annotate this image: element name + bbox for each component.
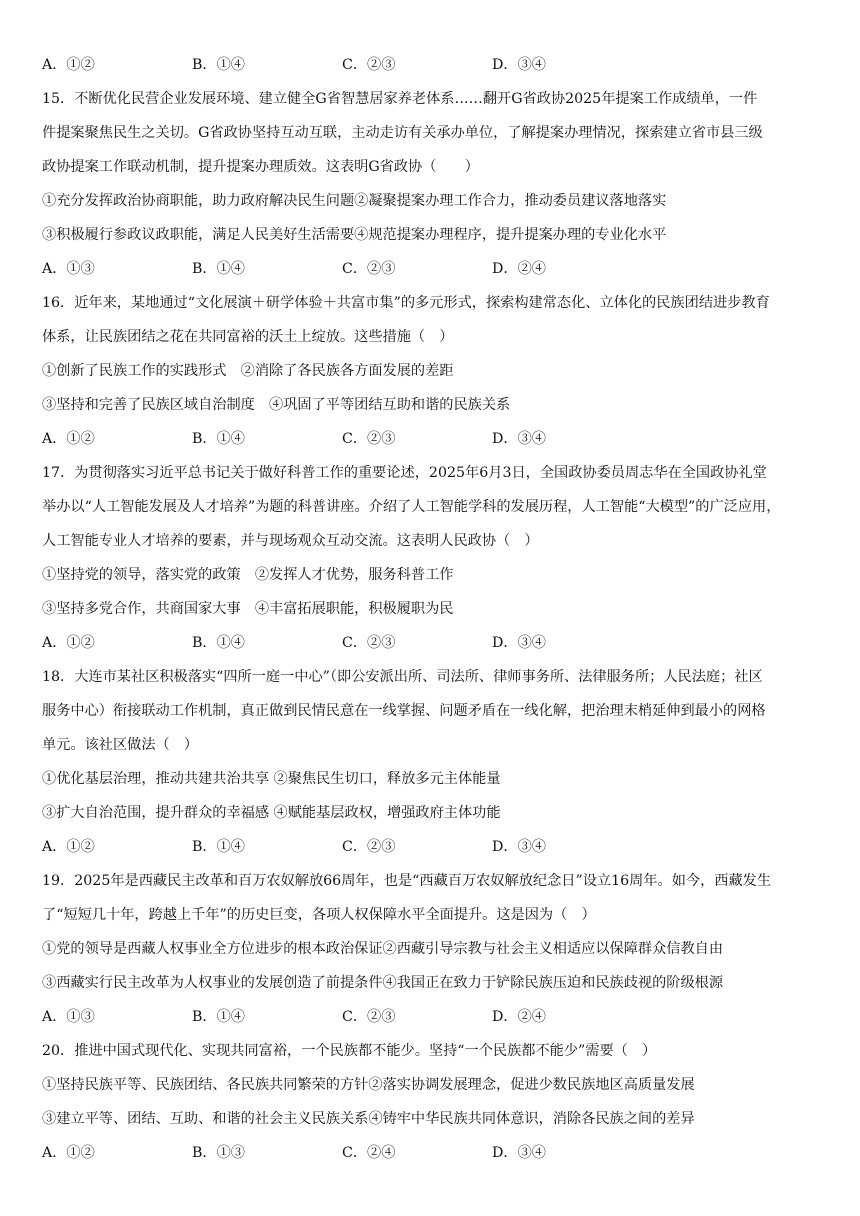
exam-page <box>42 48 832 1170</box>
option-c: C．②③ <box>342 431 396 447</box>
question-stem-line: 件提案聚焦民生之关切。G省政协坚持互动互联，主动走访有关承办单位，了解提案办理情况，探索建立省市县三级 <box>42 125 763 141</box>
option-b: B．①④ <box>192 261 245 277</box>
option-d: D．③④ <box>492 635 546 651</box>
question-15 <box>42 82 832 286</box>
question-17 <box>42 456 832 660</box>
option-b: B．①④ <box>192 431 245 447</box>
answer-options-row <box>42 48 832 82</box>
statement-line: ①坚持党的领导，落实党的政策 ②发挥人才优势，服务科普工作 <box>42 567 454 583</box>
answer-options-row <box>42 252 832 286</box>
statement-line: ①创新了民族工作的实践形式 ②消除了各民族各方面发展的差距 <box>42 363 454 379</box>
option-b: B．①④ <box>192 1009 245 1025</box>
question-stem-line: 了“短短几十年，跨越上千年”的历史巨变，各项人权保障水平全面提升。这是因为（ ） <box>42 907 596 923</box>
statement-line: ③西藏实行民主改革为人权事业的发展创造了前提条件④我国正在致力于铲除民族压迫和民族歧视的阶级根源 <box>42 975 724 991</box>
statement-line: ③坚持多党合作，共商国家大事 ④丰富拓展职能，积极履职为民 <box>42 601 454 617</box>
answer-options-row <box>42 830 832 864</box>
option-c: C．②③ <box>342 635 396 651</box>
question-18 <box>42 660 832 864</box>
option-d: D．③④ <box>492 839 546 855</box>
option-b: B．①③ <box>192 1145 245 1161</box>
statement-line: ①坚持民族平等、民族团结、各民族共同繁荣的方针②落实协调发展理念，促进少数民族地区高质量发展 <box>42 1077 695 1093</box>
question-stem-line: 体系，让民族团结之花在共同富裕的沃土上绽放。这些措施（ ） <box>42 329 454 345</box>
answer-options-row <box>42 422 832 456</box>
option-a: A．①② <box>42 57 95 73</box>
question-stem-line: 政协提案工作联动机制，提升提案办理质效。这表明G省政协（ ） <box>42 159 479 175</box>
question-stem-line: 单元。该社区做法（ ） <box>42 737 199 753</box>
option-d: D．③④ <box>492 431 546 447</box>
question-16 <box>42 286 832 456</box>
option-a: A．①③ <box>42 261 95 277</box>
statement-line: ③建立平等、团结、互助、和谐的社会主义民族关系④铸牢中华民族共同体意识，消除各民族之间的差异 <box>42 1111 695 1127</box>
question-stem-line: 举办以“人工智能发展及人才培养”为题的科普讲座。介绍了人工智能学科的发展历程，人工智能“大模型”的广泛应用， <box>42 499 781 515</box>
question-20 <box>42 1034 832 1170</box>
question-19 <box>42 864 832 1034</box>
option-c: C．②③ <box>342 57 396 73</box>
statement-line: ③扩大自治范围，提升群众的幸福感 ④赋能基层政权，增强政府主体功能 <box>42 805 501 821</box>
question-stem-line: 19．2025年是西藏民主改革和百万农奴解放66周年，也是“西藏百万农奴解放纪念日”设立16周年。如今，西藏发生 <box>42 873 772 889</box>
statement-line: ③积极履行参政议政职能，满足人民美好生活需要④规范提案办理程序，提升提案办理的专业化水平 <box>42 227 667 243</box>
question-stem-line: 服务中心）衔接联动工作机制，真正做到民情民意在一线掌握、问题矛盾在一线化解，把治理末梢延伸到最小的网格 <box>42 703 766 719</box>
question-stem-line: 16．近年来，某地通过“文化展演＋研学体验＋共富市集”的多元形式，探索构建常态化、立体化的民族团结进步教育 <box>42 295 770 311</box>
question-stem-line: 17．为贯彻落实习近平总书记关于做好科普工作的重要论述，2025年6月3日，全国政协委员周志华在全国政协礼堂 <box>42 465 767 481</box>
statement-line: ③坚持和完善了民族区域自治制度 ④巩固了平等团结互助和谐的民族关系 <box>42 397 511 413</box>
option-b: B．①④ <box>192 635 245 651</box>
option-d: D．②④ <box>492 261 546 277</box>
question-stem-line: 人工智能专业人才培养的要素，并与现场观众互动交流。这表明人民政协（ ） <box>42 533 539 549</box>
option-a: A．①② <box>42 431 95 447</box>
statement-line: ①党的领导是西藏人权事业全方位进步的根本政治保证②西藏引导宗教与社会主义相适应以保障群众信教自由 <box>42 941 724 957</box>
answer-options-row <box>42 626 832 660</box>
option-d: D．③④ <box>492 1145 546 1161</box>
option-d: D．③④ <box>492 57 546 73</box>
option-c: C．②③ <box>342 261 396 277</box>
option-c: C．②④ <box>342 1145 396 1161</box>
option-b: B．①④ <box>192 839 245 855</box>
question-stem-line: 18．大连市某社区积极落实“四所一庭一中心”（即公安派出所、司法所、律师事务所、法律服务所；人民法庭；社区 <box>42 669 763 685</box>
question-stem-line: 15．不断优化民营企业发展环境、建立健全G省智慧居家养老体系……翻开G省政协2025年提案工作成绩单，一件 <box>42 91 758 107</box>
option-a: A．①③ <box>42 1009 95 1025</box>
question-stem-line: 20．推进中国式现代化、实现共同富裕，一个民族都不能少。坚持“一个民族都不能少”需要（ ） <box>42 1043 657 1059</box>
option-c: C．②③ <box>342 1009 396 1025</box>
answer-options-row <box>42 1000 832 1034</box>
option-d: D．②④ <box>492 1009 546 1025</box>
option-c: C．②③ <box>342 839 396 855</box>
statement-line: ①优化基层治理，推动共建共治共享 ②聚焦民生切口，释放多元主体能量 <box>42 771 501 787</box>
option-a: A．①② <box>42 839 95 855</box>
answer-options-row <box>42 1136 832 1170</box>
option-a: A．①② <box>42 1145 95 1161</box>
option-a: A．①② <box>42 635 95 651</box>
statement-line: ①充分发挥政治协商职能，助力政府解决民生问题②凝聚提案办理工作合力，推动委员建议落地落实 <box>42 193 667 209</box>
option-b: B．①④ <box>192 57 245 73</box>
